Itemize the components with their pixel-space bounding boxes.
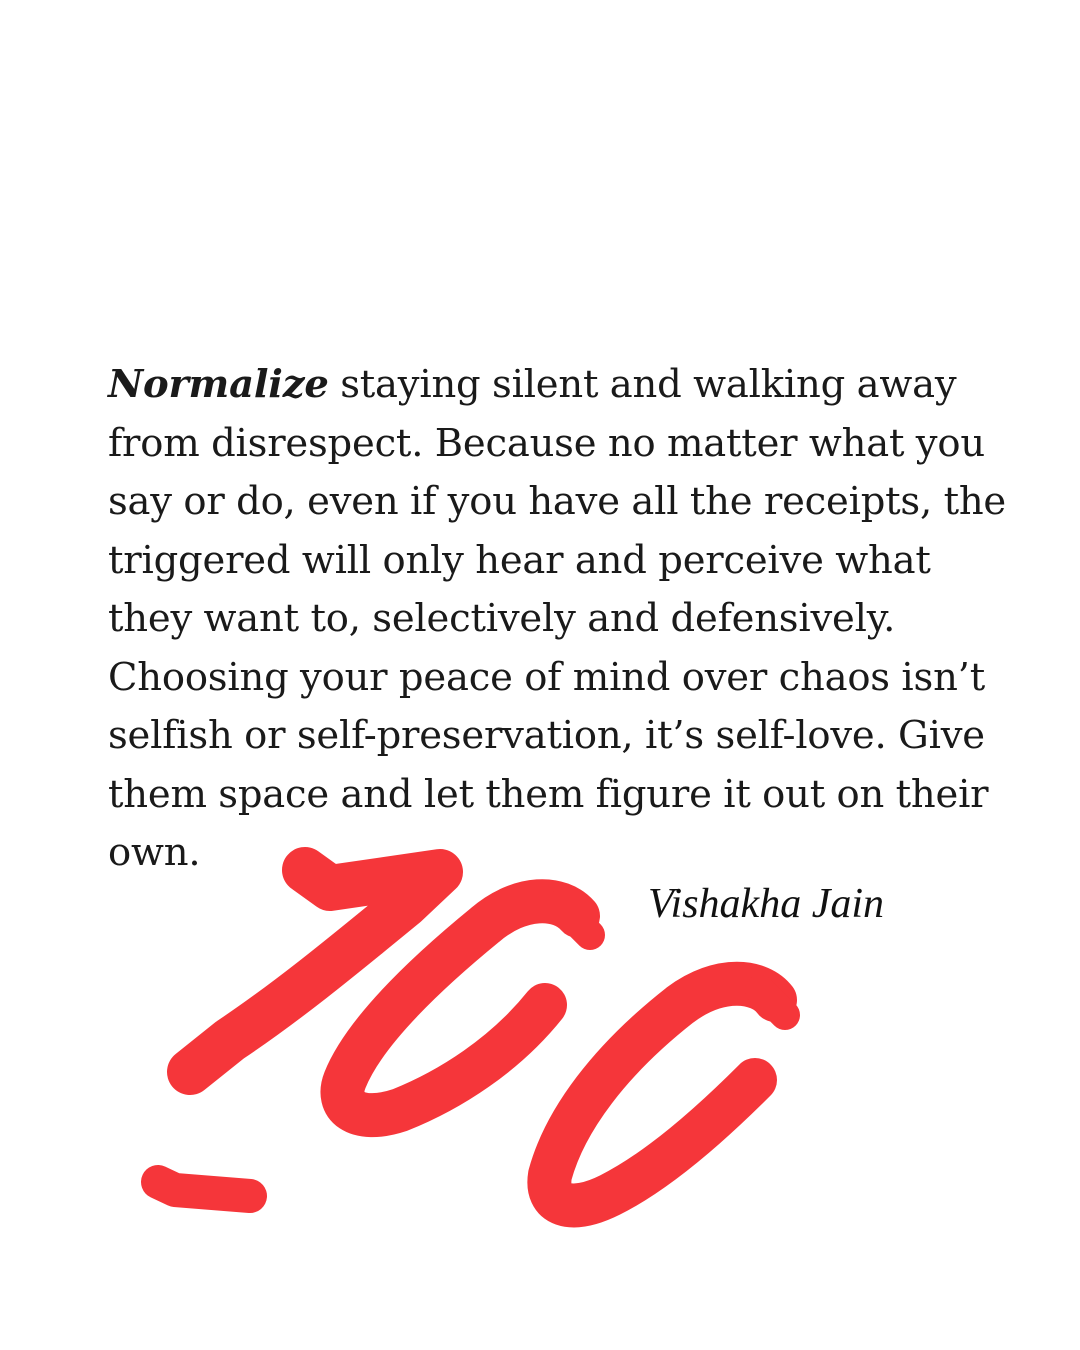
- quote-emphasis: Normalize: [108, 362, 329, 407]
- quote-line-9: own.: [108, 830, 201, 875]
- quote-line-5: they want to, selectively and defensively.: [108, 596, 896, 641]
- quote-line-4: triggered will only hear and perceive what: [108, 537, 931, 583]
- quote-line-1-rest: staying silent and walking away: [328, 362, 957, 407]
- quote-text: [108, 356, 1007, 883]
- quote-line-7: selfish or self-preservation, it’s self-love. Give: [108, 713, 985, 758]
- quote-line-6: Choosing your peace of mind over chaos isn’t: [108, 654, 985, 700]
- quote-line-2: from disrespect. Because no matter what you: [108, 420, 985, 466]
- quote-line-1: [108, 356, 988, 415]
- quote-line-8: them space and let them figure it out on their: [108, 771, 989, 817]
- quote-line-3: say or do, even if you have all the receipts, the: [108, 479, 1007, 524]
- author-signature: Vishakha Jain: [648, 881, 885, 927]
